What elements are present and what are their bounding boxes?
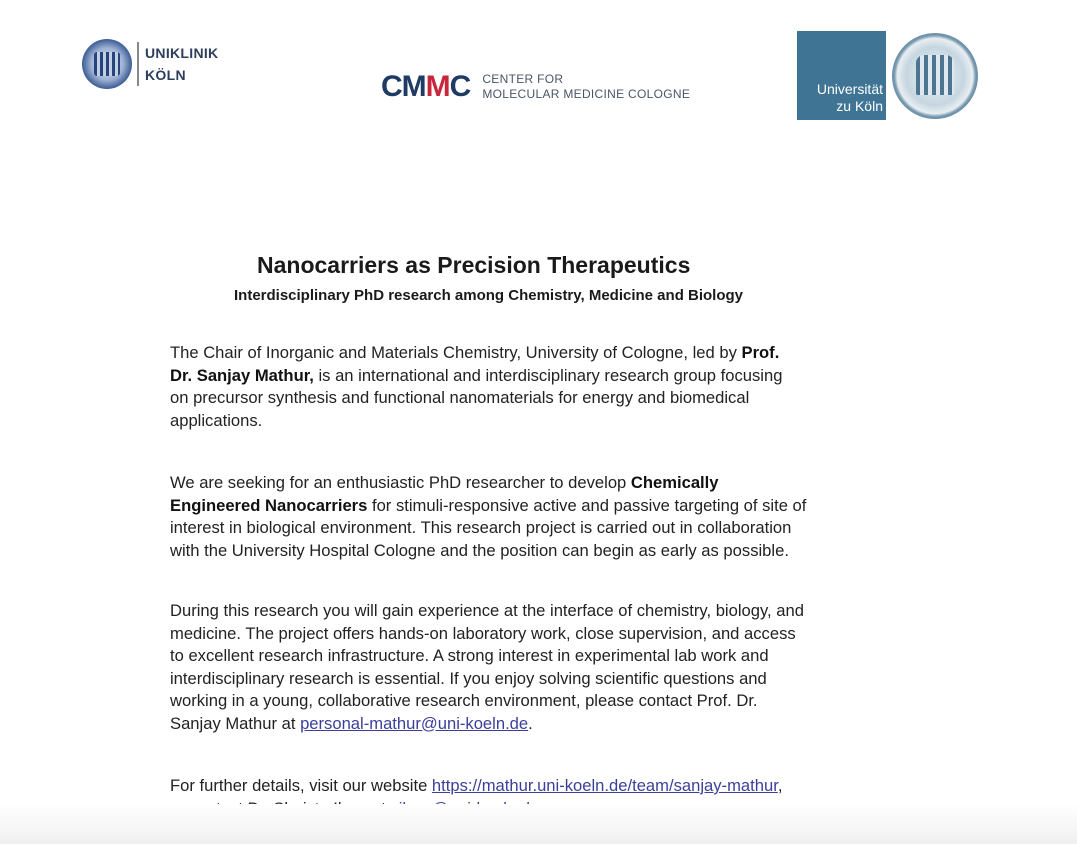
- uzk-line2: zu Köln: [836, 98, 883, 114]
- cmmc-line2: MOLECULAR MEDICINE COLOGNE: [482, 87, 691, 101]
- text-line: [170, 365, 930, 388]
- text-line: interdisciplinary research is essential. If you enjoy solving scientific questions and: [170, 668, 767, 688]
- uzk-wordmark-box: [797, 31, 886, 120]
- university-seal-icon: [892, 33, 978, 119]
- text-line: [170, 775, 930, 798]
- paragraph-experience: [170, 600, 930, 735]
- page-title: Nanocarriers as Precision Therapeutics: [257, 252, 691, 278]
- website-link[interactable]: https://mathur.uni-koeln.de/team/sanjay-mathur: [431, 776, 778, 795]
- cmmc-mark-part2: C: [449, 70, 471, 103]
- text-line: [170, 495, 930, 518]
- text-line: applications.: [170, 410, 263, 430]
- text-line: to excellent research infrastructure. A strong interest in experimental lab work and: [170, 646, 769, 665]
- bold-text: Prof.: [741, 343, 780, 362]
- text-span: .: [528, 713, 533, 733]
- text-span: We are seeking for an enthusiastic PhD researcher to develop: [170, 473, 631, 492]
- uniklinik-koeln-logo: [82, 38, 218, 90]
- text-line: [170, 342, 930, 365]
- page-subtitle: Interdisciplinary PhD research among Chemistry, Medicine and Biology: [234, 287, 744, 304]
- cmmc-mark-part1: CM: [381, 70, 426, 103]
- text-line: with the University Hospital Cologne and the position can begin as early as possible.: [170, 540, 789, 560]
- text-line: interest in biological environment. This research project is carried out in collaboration: [170, 518, 792, 537]
- bottom-shade: [0, 804, 1077, 844]
- text-line: [170, 472, 930, 495]
- cmmc-wordmark: [482, 72, 690, 102]
- text-span: For further details, visit our website: [170, 776, 432, 795]
- text-span: is an international and interdisciplinary research group focusing: [313, 365, 783, 385]
- text-line: [170, 713, 930, 736]
- bold-text: Engineered Nanocarriers: [170, 495, 368, 515]
- uniklinik-line2: KÖLN: [145, 67, 186, 83]
- text-line: During this research you will gain experience at the interface of chemistry, biology, and: [170, 601, 804, 620]
- text-line: on precursor synthesis and functional nanomaterials for energy and biomedical: [170, 388, 750, 407]
- text-line: working in a young, collaborative research environment, please contact Prof. Dr.: [170, 691, 758, 710]
- text-span: Sanjay Mathur at: [170, 713, 301, 733]
- paragraph-position: [170, 472, 930, 562]
- university-seal-icon: [82, 39, 132, 89]
- cmmc-logo: [381, 70, 690, 104]
- text-span: ,: [777, 776, 783, 795]
- paragraph-intro: [170, 342, 930, 432]
- text-line: medicine. The project offers hands-on laboratory work, close supervision, and access: [170, 623, 796, 643]
- text-span: for stimuli-responsive active and passive targeting of site of: [367, 495, 807, 515]
- universitaet-zu-koeln-logo: [797, 31, 978, 120]
- uzk-line1: Universität: [816, 81, 883, 97]
- logo-divider: [137, 42, 139, 86]
- bold-text: Dr. Sanjay Mathur,: [170, 365, 314, 385]
- cmmc-mark: [381, 70, 470, 104]
- cmmc-line1: CENTER FOR: [482, 72, 564, 86]
- bold-text: Chemically: [630, 473, 719, 492]
- uniklinik-wordmark: [145, 42, 218, 86]
- uniklinik-line1: UNIKLINIK: [145, 45, 219, 61]
- text-span: The Chair of Inorganic and Materials Chemistry, University of Cologne, led by: [170, 343, 742, 362]
- cmmc-mark-red: M: [425, 70, 450, 103]
- email-link-mathur[interactable]: personal-mathur@uni-koeln.de: [300, 713, 529, 733]
